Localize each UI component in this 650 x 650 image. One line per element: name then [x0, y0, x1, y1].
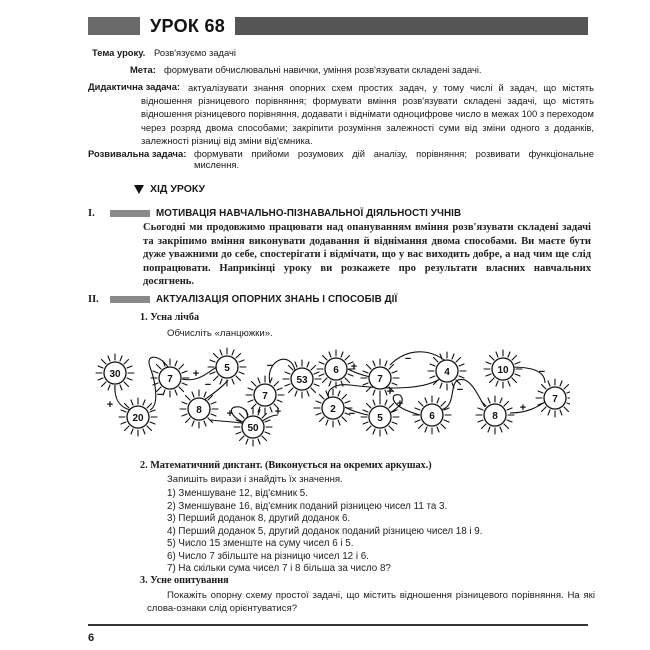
svg-text:−: − — [404, 353, 412, 365]
svg-text:−: − — [266, 360, 274, 372]
svg-text:+: + — [519, 402, 527, 414]
svg-text:−: − — [348, 408, 356, 420]
svg-text:+: + — [274, 406, 282, 418]
svg-text:7: 7 — [552, 394, 558, 405]
section-2-title: АКТУАЛІЗАЦІЯ ОПОРНИХ ЗНАНЬ І СПОСОБІВ ДІЇ — [156, 294, 398, 305]
goal-value: формувати обчислювальні навички, уміння розв'язувати складені задачі. — [164, 64, 482, 75]
triangle-down-icon — [134, 185, 144, 194]
dictation-item: 2) Зменшуване 16, від'ємник поданий різницею чисел 11 та 3. — [167, 500, 448, 512]
banner-bar-right — [235, 17, 588, 35]
subsection-1-instruction: Обчисліть «ланцюжки». — [167, 328, 273, 339]
subsection-1-heading: 1. Усна лічба — [140, 312, 200, 323]
subsection-2-title: 2. Математичний диктант. — [140, 460, 263, 471]
subsection-3-text: Покажіть опорну схему простої задачі, що містить відношення різницевого порівняння. На які слова-ознаки слід орієнтуватися? — [147, 590, 595, 614]
svg-text:+: + — [386, 386, 394, 398]
didactic-label: Дидактична задача: — [88, 81, 181, 92]
subsection-3-heading: 3. Усне опитування — [140, 575, 229, 586]
topic-label: Тема уроку. — [92, 47, 146, 58]
svg-text:7: 7 — [167, 374, 173, 385]
svg-text:+: + — [106, 399, 114, 411]
dictation-item: 1) Зменшуване 12, від'ємник 5. — [167, 488, 308, 499]
svg-text:7: 7 — [377, 374, 383, 385]
developmental-label: Розвивальна задача: — [88, 148, 187, 159]
section-1-number: I. — [88, 208, 95, 219]
svg-text:20: 20 — [132, 413, 144, 424]
section-1-bar — [110, 210, 150, 217]
number-chains-diagram — [90, 345, 570, 455]
svg-text:30: 30 — [109, 369, 121, 380]
lesson-flow-title: ХІД УРОКУ — [150, 183, 206, 195]
subsection-2-heading — [140, 460, 432, 471]
developmental-value: формувати прийоми розумових дій аналізу, порівняння; розвивати функціональне мислення. — [194, 148, 594, 170]
svg-text:5: 5 — [224, 363, 230, 374]
dictation-item: 7) На скільки сума чисел 7 і 8 більша за число 8? — [167, 563, 391, 574]
lesson-flow-heading — [134, 183, 205, 195]
section-2-number: II. — [88, 294, 99, 305]
svg-text:6: 6 — [333, 365, 339, 376]
subsection-2-instruction: Запишіть вирази і знайдіть їх значення. — [167, 474, 343, 485]
svg-text:5: 5 — [377, 413, 383, 424]
banner-bar-left — [88, 17, 140, 35]
dictation-item: 4) Перший доданок 5, другий доданок поданий різницею чисел 18 і 9. — [167, 525, 483, 537]
svg-text:8: 8 — [492, 411, 498, 422]
svg-text:−: − — [456, 384, 464, 396]
goal-label: Мета: — [130, 64, 156, 75]
svg-text:−: − — [156, 389, 164, 401]
section-1-title: МОТИВАЦІЯ НАВЧАЛЬНО-ПІЗНАВАЛЬНОЇ ДІЯЛЬНОСТІ УЧНІВ — [156, 208, 462, 219]
svg-text:50: 50 — [247, 423, 259, 434]
svg-text:−: − — [204, 379, 212, 391]
svg-text:4: 4 — [444, 367, 450, 378]
section-2-bar — [110, 296, 150, 303]
section-2-header — [88, 294, 397, 305]
section-1-text: Сьогодні ми продовжимо працювати над опануванням вміння розв'язувати складені задачі та закріпимо вміння виконувати додавання й віднімання двома способами. Ви маєте бути дуже уважними до себе, спостерігати і відмічати, що у вас виходить добре, а над чим ще слід попрацювати. Наприкінці уроку ви розкажете про результати власних навчальних досягнень. — [143, 222, 591, 288]
dictation-item: 6) Число 7 збільште на різницю чисел 12 і 6. — [167, 550, 369, 562]
lesson-title: УРОК 68 — [150, 15, 226, 36]
subsection-2-note: (Виконується на окремих аркушах.) — [264, 460, 432, 471]
svg-text:+: + — [192, 368, 200, 380]
footer-rule — [88, 624, 588, 626]
dictation-item: 5) Число 15 зменште на суму чисел 6 і 5. — [167, 538, 354, 549]
svg-text:−: − — [538, 366, 546, 378]
didactic-value: актуалізувати знання опорних схем простих задач, у тому числі й задач, що містять відношення різницевого порівняння; формувати вміння розв'язувати складені задачі, що містять відношення різницевого порівняння, додавати і віднімати одноцифрове число в межах 100 з переходом через розряд двома способами; закріпити розуміння залежності суми від зміни одного з доданків, залежності різниці від зміни від'ємника. — [141, 82, 594, 146]
page-number: 6 — [88, 632, 95, 644]
svg-text:+: + — [396, 398, 404, 410]
svg-text:8: 8 — [196, 405, 202, 416]
topic-value: Розв'язуємо задачі — [154, 47, 236, 58]
svg-text:+: + — [350, 361, 358, 373]
svg-text:+: + — [226, 408, 234, 420]
svg-text:7: 7 — [262, 391, 268, 402]
svg-text:53: 53 — [296, 375, 308, 386]
svg-text:6: 6 — [429, 411, 435, 422]
svg-text:2: 2 — [330, 404, 336, 415]
svg-text:10: 10 — [497, 365, 509, 376]
dictation-list — [167, 488, 482, 576]
section-1-header — [88, 208, 461, 219]
dictation-item: 3) Перший доданок 8, другий доданок 6. — [167, 513, 351, 524]
lesson-banner — [88, 14, 588, 38]
